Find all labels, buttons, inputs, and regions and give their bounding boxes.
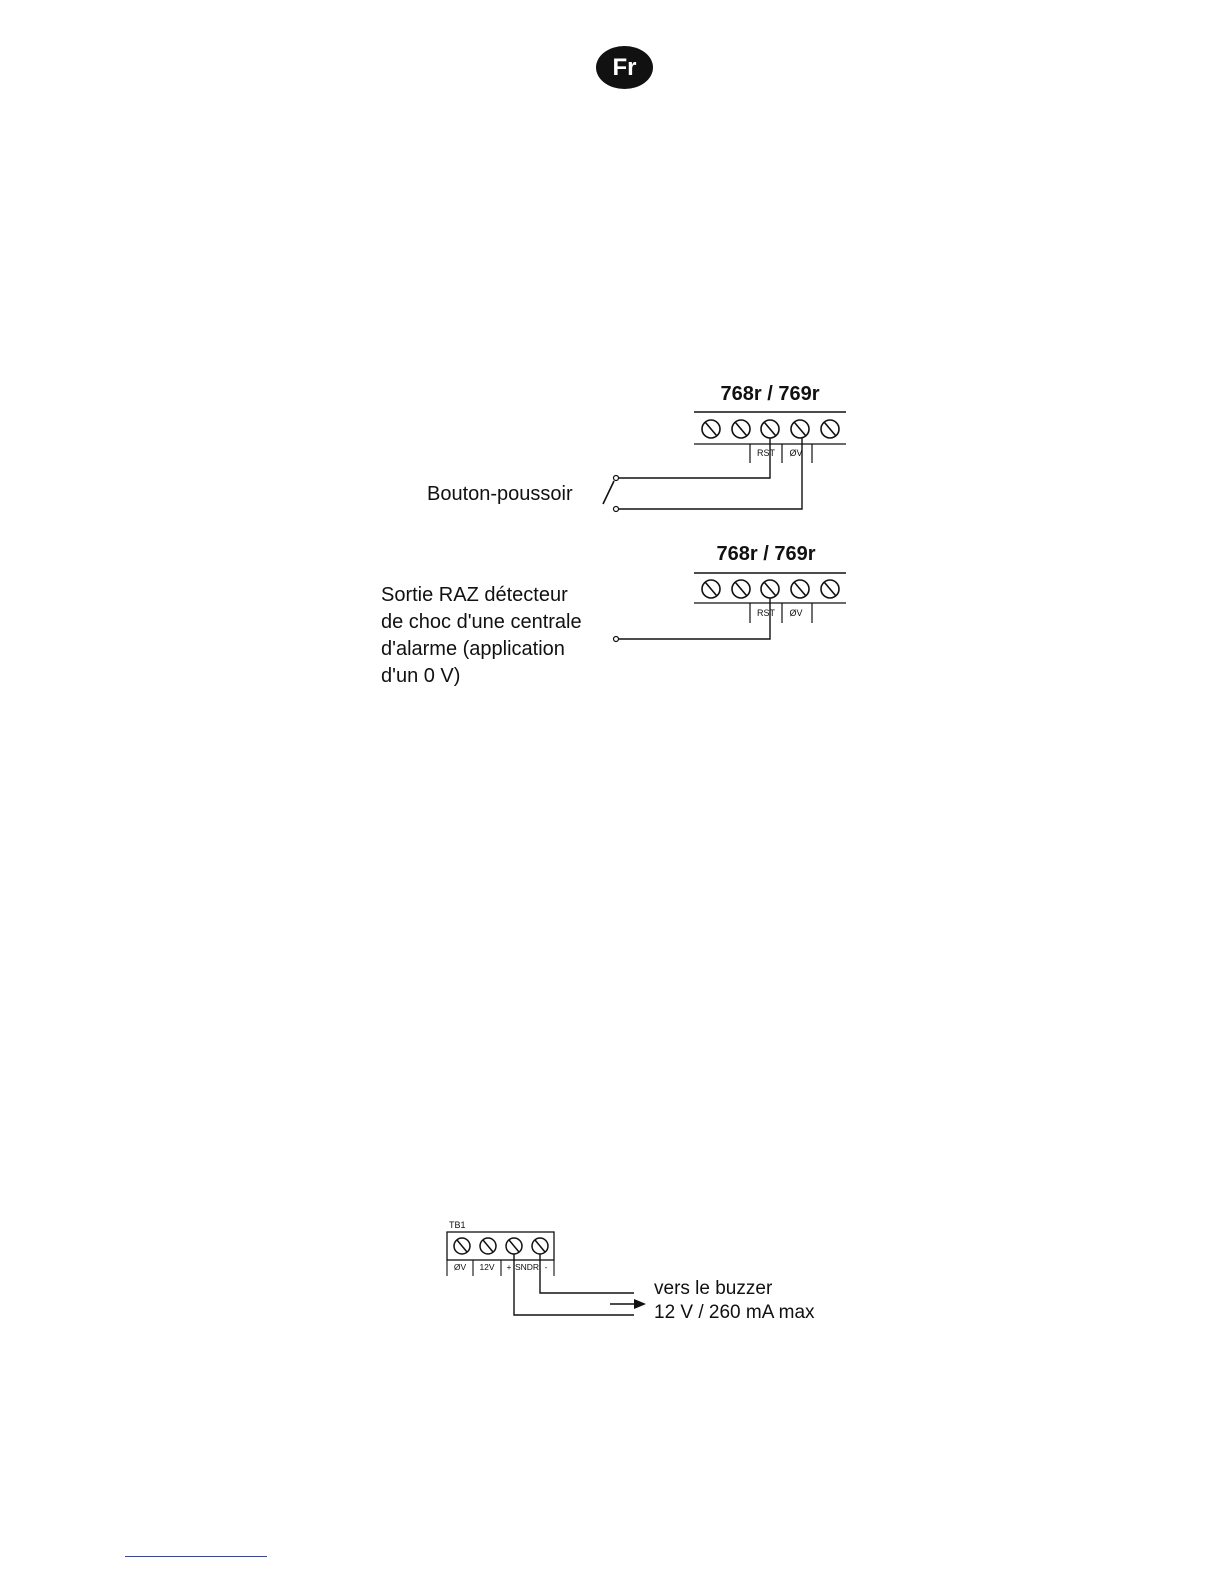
- footer-rule: [125, 1556, 267, 1557]
- terminal-block-title: 768r / 769r: [716, 543, 816, 565]
- terminal-label-rst: RST: [757, 448, 775, 458]
- diagram-alarm-reset: [381, 543, 846, 687]
- caption-line: d'un 0 V): [381, 665, 461, 687]
- screw-terminal-2: [732, 420, 750, 438]
- pushbutton-caption: Bouton-poussoir: [427, 483, 573, 505]
- arrow-head-icon: [634, 1299, 646, 1309]
- caption-line: Sortie RAZ détecteur: [381, 584, 568, 606]
- terminal-label-0v: ØV: [789, 448, 803, 458]
- language-badge: Fr: [596, 46, 653, 89]
- screw-terminal-3: [761, 580, 779, 598]
- switch-contact-top: [614, 476, 619, 481]
- diagram-pushbutton: [427, 383, 846, 512]
- screw-terminal-1: [702, 580, 720, 598]
- terminal-label-plus: +: [506, 1262, 512, 1272]
- pushbutton-switch-icon: [603, 481, 614, 504]
- screw-terminal-3: [761, 420, 779, 438]
- screw-terminal-4: [532, 1238, 548, 1254]
- screw-terminal-2: [732, 580, 750, 598]
- screw-terminal-1: [454, 1238, 470, 1254]
- screw-terminal-2: [480, 1238, 496, 1254]
- caption-line: 12 V / 260 mA max: [654, 1302, 815, 1323]
- switch-contact-bottom: [614, 507, 619, 512]
- diagram-buzzer: [447, 1220, 815, 1323]
- wire-rst: [616, 598, 770, 639]
- terminal-label-minus: -: [544, 1262, 548, 1272]
- terminal-label-sndr: SNDR: [514, 1262, 540, 1272]
- screw-terminal-4: [791, 420, 809, 438]
- screw-terminal-5: [821, 580, 839, 598]
- terminal-block-name: TB1: [449, 1220, 466, 1230]
- terminal-block-title: 768r / 769r: [720, 383, 820, 405]
- screw-terminal-5: [821, 420, 839, 438]
- buzzer-caption: [654, 1278, 815, 1323]
- terminal-label-0v: ØV: [453, 1262, 467, 1272]
- terminal-block-box: [447, 1232, 554, 1260]
- caption-line: de choc d'une centrale: [381, 611, 582, 633]
- terminal-label-12v: 12V: [479, 1262, 495, 1272]
- screw-terminal-1: [702, 420, 720, 438]
- terminal-label-0v: ØV: [789, 608, 803, 618]
- wire-terminal-point: [614, 637, 619, 642]
- screw-terminal-4: [791, 580, 809, 598]
- alarm-reset-caption: [381, 584, 587, 687]
- caption-line: vers le buzzer: [654, 1278, 773, 1299]
- caption-line: d'alarme (application: [381, 638, 565, 660]
- terminal-label-rst: RST: [757, 608, 775, 618]
- screw-terminal-3: [506, 1238, 522, 1254]
